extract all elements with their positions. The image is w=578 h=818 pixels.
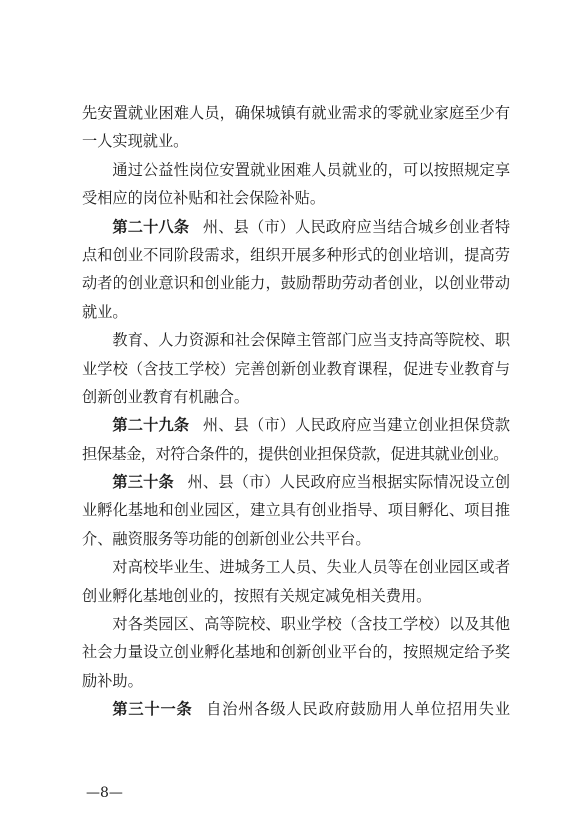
body-text bbox=[82, 99, 510, 724]
line-text: 就业。 bbox=[82, 302, 128, 321]
paragraph bbox=[82, 99, 510, 156]
line-text: 自治州各级人民政府鼓励用人单位招用失业 bbox=[206, 700, 510, 719]
page-number: —8— bbox=[86, 785, 123, 801]
line-text: 对高校毕业生、进城务工人员、失业人员等在创业园区或者 bbox=[112, 558, 510, 577]
line-text: 一人实现就业。 bbox=[82, 132, 189, 151]
text-line bbox=[82, 553, 510, 581]
line-text: 州、县（市）人民政府应当结合城乡创业者特 bbox=[202, 217, 510, 236]
text-line bbox=[82, 241, 510, 269]
article-paragraph bbox=[82, 468, 510, 553]
text-line bbox=[82, 269, 510, 297]
text-line bbox=[82, 411, 510, 439]
article-number: 第二十八条 bbox=[112, 217, 190, 236]
text-line bbox=[82, 667, 510, 695]
line-text: 通过公益性岗位安置就业困难人员就业的，可以按照规定享 bbox=[112, 160, 510, 179]
text-line bbox=[82, 610, 510, 638]
article-paragraph bbox=[82, 411, 510, 468]
text-line bbox=[82, 496, 510, 524]
text-line bbox=[82, 582, 510, 610]
text-line bbox=[82, 298, 510, 326]
text-line bbox=[82, 213, 510, 241]
text-line bbox=[82, 468, 510, 496]
line-text: 教育、人力资源和社会保障主管部门应当支持高等院校、职 bbox=[112, 331, 510, 350]
line-text: 业孵化基地和创业园区，建立具有创业指导、项目孵化、项目推 bbox=[82, 501, 510, 520]
text-line bbox=[82, 355, 510, 383]
line-text: 业学校（含技工学校）完善创新创业教育课程，促进专业教育与 bbox=[82, 359, 510, 378]
paragraph bbox=[82, 553, 510, 610]
line-text: 州、县（市）人民政府应当建立创业担保贷款 bbox=[202, 416, 510, 435]
paragraph bbox=[82, 610, 510, 695]
text-line bbox=[82, 440, 510, 468]
article-number: 第三十条 bbox=[112, 473, 174, 492]
line-text: 点和创业不同阶段需求，组织开展多种形式的创业培训，提高劳 bbox=[82, 245, 510, 264]
text-line bbox=[82, 99, 510, 127]
line-text: 社会力量设立创业孵化基地和创新创业平台的，按照规定给予奖 bbox=[82, 643, 510, 662]
line-text: 州、县（市）人民政府应当根据实际情况设立创 bbox=[187, 473, 510, 492]
article-paragraph bbox=[82, 213, 510, 327]
paragraph bbox=[82, 326, 510, 411]
article-number: 第三十一条 bbox=[112, 700, 193, 719]
text-line bbox=[82, 156, 510, 184]
paragraph bbox=[82, 156, 510, 213]
text-line bbox=[82, 326, 510, 354]
text-line bbox=[82, 695, 510, 723]
text-line bbox=[82, 638, 510, 666]
text-line bbox=[82, 525, 510, 553]
line-text: 受相应的岗位补贴和社会保险补贴。 bbox=[82, 189, 325, 208]
line-text: 先安置就业困难人员，确保城镇有就业需求的零就业家庭至少有 bbox=[82, 104, 510, 122]
line-text: 介、融资服务等功能的创新创业公共平台。 bbox=[82, 529, 371, 548]
text-line bbox=[82, 383, 510, 411]
line-text: 创新创业教育有机融合。 bbox=[82, 387, 250, 406]
line-text: 对各类园区、高等院校、职业学校（含技工学校）以及其他 bbox=[112, 615, 510, 634]
line-text: 动者的创业意识和创业能力，鼓励帮助劳动者创业，以创业带动 bbox=[82, 274, 510, 293]
article-paragraph bbox=[82, 695, 510, 723]
text-line bbox=[82, 127, 510, 155]
line-text: 励补助。 bbox=[82, 671, 143, 690]
line-text: 创业孵化基地创业的，按照有关规定减免相关费用。 bbox=[82, 586, 432, 605]
line-text: 担保基金，对符合条件的，提供创业担保贷款，促进其就业创业。 bbox=[82, 444, 508, 463]
article-number: 第二十九条 bbox=[112, 416, 190, 435]
text-line bbox=[82, 184, 510, 212]
